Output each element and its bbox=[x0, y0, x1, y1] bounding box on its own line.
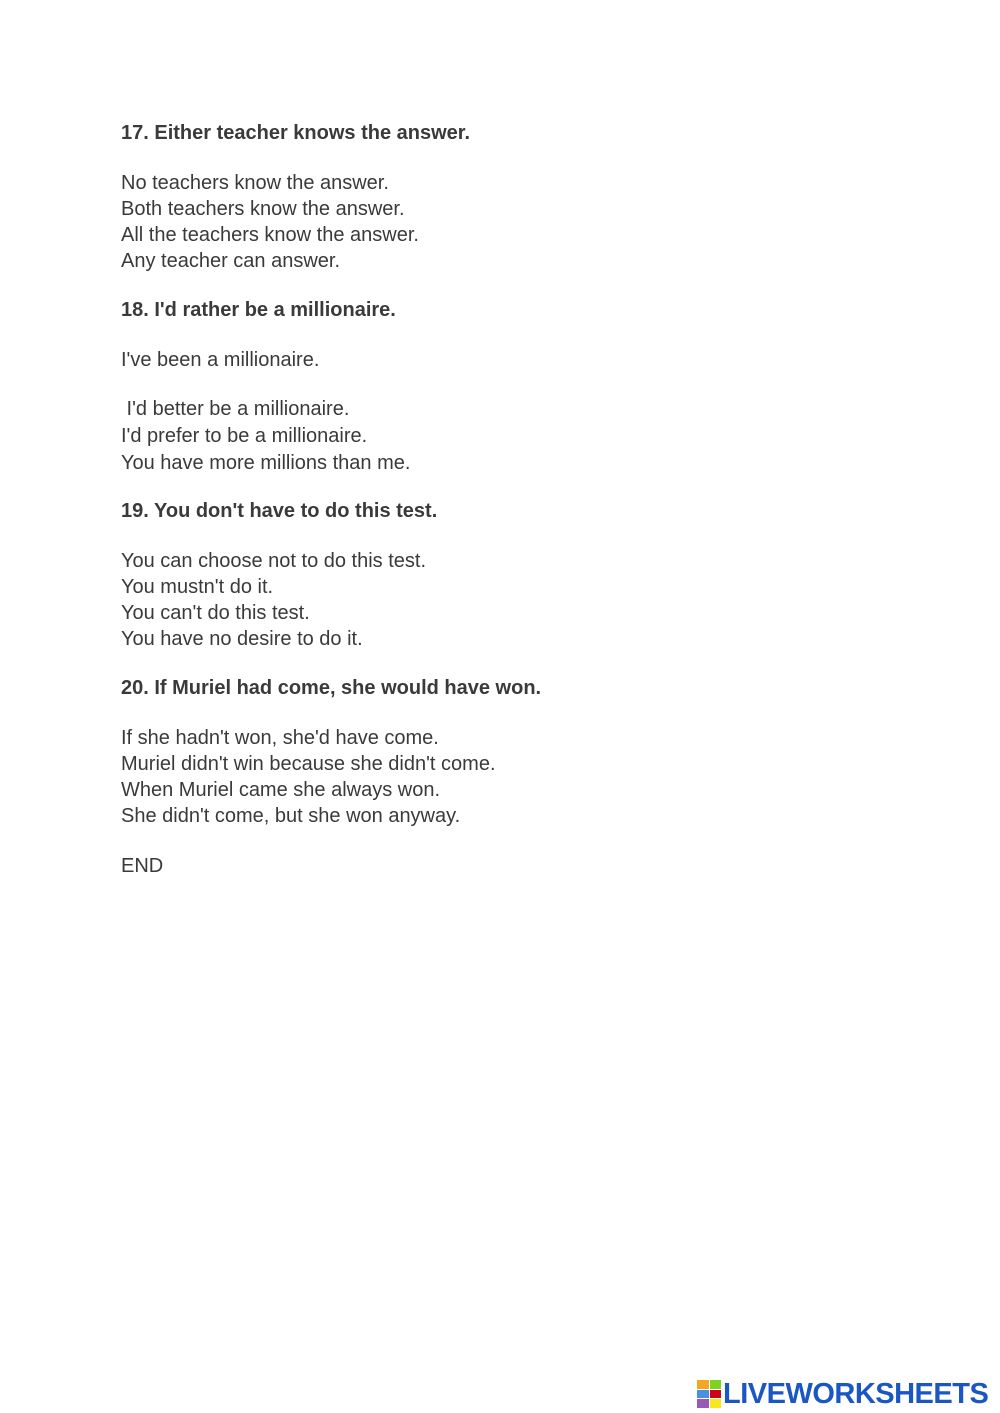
logo-icon-block bbox=[697, 1390, 709, 1399]
question-18-option-1[interactable]: I've been a millionaire. bbox=[121, 349, 320, 371]
logo-icon-block bbox=[710, 1390, 722, 1399]
liveworksheets-logo bbox=[697, 1377, 988, 1411]
logo-icon-block bbox=[710, 1399, 722, 1408]
logo-text: LIVEWORKSHEETS bbox=[723, 1378, 989, 1410]
logo-icon-block bbox=[710, 1380, 722, 1389]
question-19-option-3[interactable]: You can't do this test. bbox=[121, 602, 310, 624]
end-marker: END bbox=[121, 855, 164, 877]
question-19-title: 19. You don't have to do this test. bbox=[121, 500, 438, 522]
question-18-title: 18. I'd rather be a millionaire. bbox=[121, 299, 396, 321]
question-18-option-3[interactable]: I'd prefer to be a millionaire. bbox=[121, 425, 368, 447]
question-19-option-2[interactable]: You mustn't do it. bbox=[121, 576, 274, 598]
question-19-option-1[interactable]: You can choose not to do this test. bbox=[121, 550, 427, 572]
question-18-option-2[interactable]: I'd better be a millionaire. bbox=[121, 398, 350, 420]
question-20-option-1[interactable]: If she hadn't won, she'd have come. bbox=[121, 727, 439, 749]
question-20-option-2[interactable]: Muriel didn't win because she didn't come. bbox=[121, 753, 496, 775]
question-17-option-3[interactable]: All the teachers know the answer. bbox=[121, 224, 419, 246]
question-20-title: 20. If Muriel had come, she would have won. bbox=[121, 677, 542, 699]
logo-icon-block bbox=[697, 1399, 709, 1408]
question-18-option-4[interactable]: You have more millions than me. bbox=[121, 452, 411, 474]
logo-icon-block bbox=[697, 1380, 709, 1389]
question-17-option-4[interactable]: Any teacher can answer. bbox=[121, 250, 341, 272]
question-17-option-2[interactable]: Both teachers know the answer. bbox=[121, 198, 405, 220]
question-17-option-1[interactable]: No teachers know the answer. bbox=[121, 172, 389, 194]
liveworksheets-logo-icon bbox=[697, 1380, 721, 1408]
question-20-option-4[interactable]: She didn't come, but she won anyway. bbox=[121, 805, 461, 827]
question-20-option-3[interactable]: When Muriel came she always won. bbox=[121, 779, 441, 801]
question-19-option-4[interactable]: You have no desire to do it. bbox=[121, 628, 363, 650]
question-17-title: 17. Either teacher knows the answer. bbox=[121, 122, 471, 144]
